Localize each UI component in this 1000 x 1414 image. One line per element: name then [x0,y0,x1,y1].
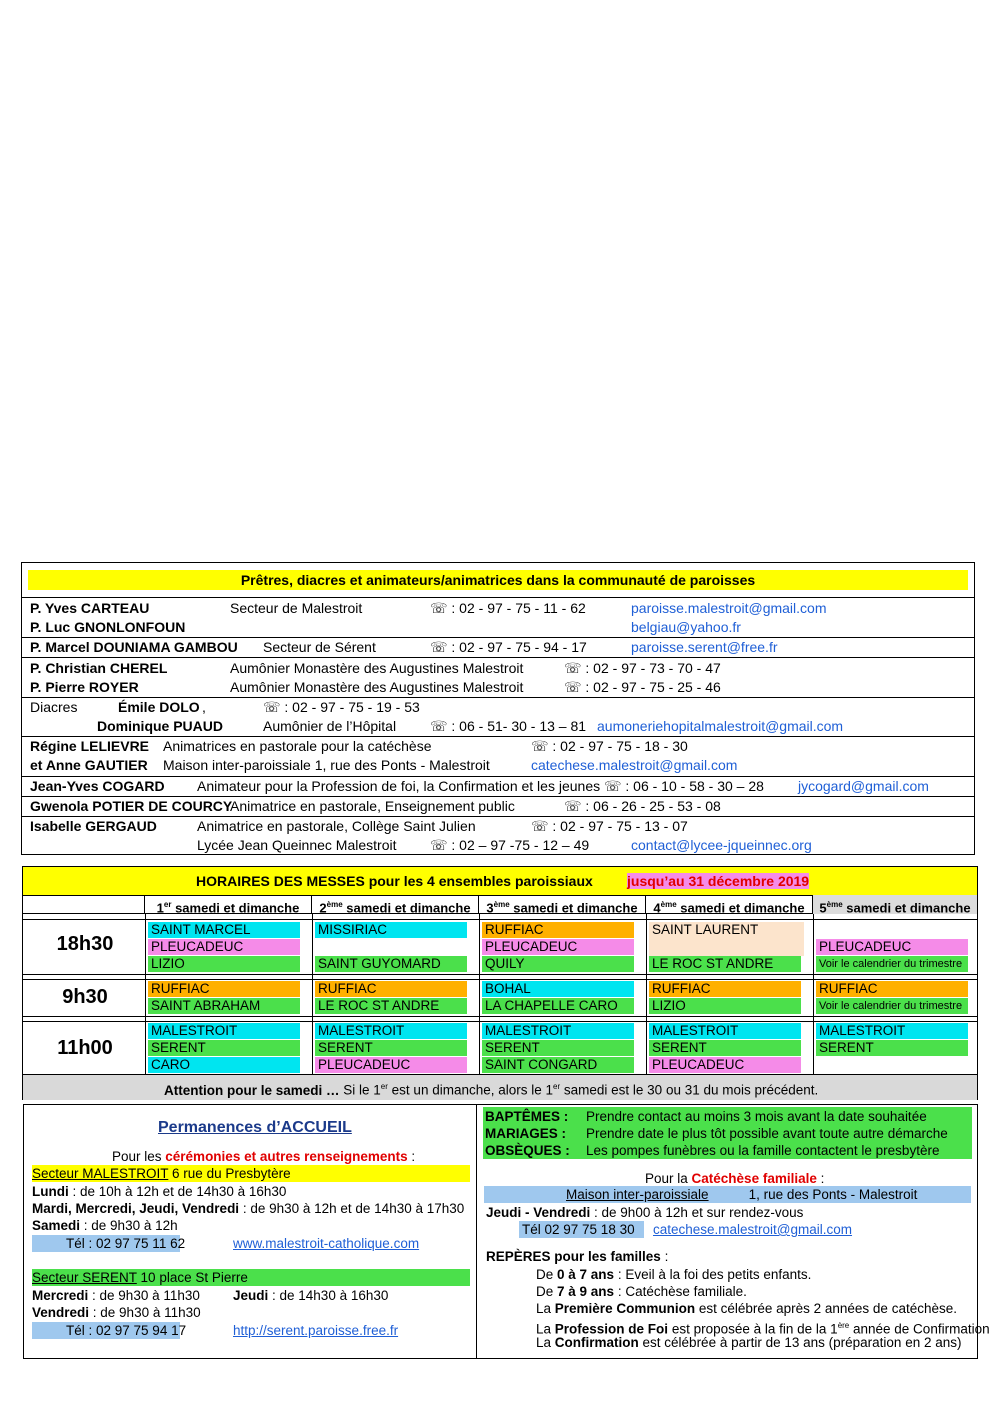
mass-cell: SAINT CONGARD [482,1057,634,1073]
contact-name: P. Yves CARTEAU [30,600,150,616]
contact-phone: ☏ : 02 - 97 - 75 - 13 - 07 [531,818,688,834]
mass-cell: MALESTROIT [649,1023,801,1039]
contact-phone: ☏ : 02 - 97 - 75 - 94 - 17 [430,639,587,655]
mass-title-bar [23,867,977,896]
mass-cell: LIZIO [649,998,801,1014]
mass-cell: MISSIRIAC [315,922,467,938]
maison-inter-paroissiale: Maison inter-paroissiale 1, rue des Ponts - Malestroit [484,1186,971,1203]
repere-line: De 0 à 7 ans : Eveil à la foi des petits enfants. [536,1267,812,1282]
contacts-title: Prêtres, diacres et animateurs/animatrices dans la communauté de paroisses [28,570,968,590]
mass-cell: MALESTROIT [816,1023,968,1039]
contact-role: Aumônier Monastère des Augustines Malestroit [230,660,524,676]
mass-cell: SAINT GUYOMARD [315,956,467,972]
contacts-box [21,562,975,855]
mass-cell: PLEUCADEUC [816,939,968,955]
header-week-5: 5ème samedi et dimanche [813,895,977,914]
contact-email-link[interactable]: jycogard@gmail.com [798,778,929,794]
mariage-label: MARIAGES : [485,1126,566,1141]
mass-cell: RUFFIAC [482,922,634,938]
contact-name: Isabelle GERGAUD [30,818,157,834]
contact-phone: ☏ : 02 - 97 - 75 - 18 - 30 [531,738,688,754]
header-week-4: 4ème samedi et dimanche [646,895,813,914]
contact-name: Dominique PUAUD [97,718,223,734]
mass-cell: SAINT MARCEL [148,922,300,938]
hours-samedi: Samedi : de 9h30 à 12h [32,1218,178,1233]
contact-name: Régine LELIEVRE [30,738,150,754]
mass-cell: SERENT [315,1040,467,1056]
contact-email-link[interactable]: paroisse.malestroit@gmail.com [631,600,827,616]
obseques-text: Les pompes funèbres ou la famille contactent le presbytère [586,1143,940,1158]
mass-cell: BOHAL [482,981,634,997]
time-11h00: 11h00 [57,1037,113,1059]
contact-email-link[interactable]: belgiau@yahoo.fr [631,619,741,635]
mass-title: HORAIRES DES MESSES pour les 4 ensembles paroissiaux [196,873,593,889]
mass-cell: RUFFIAC [148,981,300,997]
mass-cell: CARO [148,1057,300,1073]
repere-line: La Première Communion est célébrée après 2 années de catéchèse. [536,1301,957,1316]
tel-serent: Tél : 02 97 75 94 17 [32,1322,180,1339]
tel-catechese: Tél 02 97 75 18 30 [519,1221,644,1238]
mass-cell: PLEUCADEUC [148,939,300,955]
contact-phone: ☏ : 02 - 97 - 75 - 11 - 62 [430,600,586,616]
contact-name: et Anne GAUTIER [30,757,148,773]
contact-phone: ☏ : 02 – 97 -75 - 12 – 49 [430,837,590,853]
accueil-intro: Pour les cérémonies et autres renseignements : [112,1149,416,1164]
repere-line: De 7 à 9 ans : Catéchèse familiale. [536,1284,747,1299]
mass-schedule [22,866,978,1100]
bapteme-label: BAPTÊMES : [485,1109,569,1124]
mass-cell: SAINT ABRAHAM [148,998,300,1014]
hours-lundi: Lundi : de 10h à 12h et de 14h30 à 16h30 [32,1184,287,1199]
contact-role: Animatrice en pastorale, Collège Saint Julien [197,818,476,834]
mass-cell: LE ROC ST ANDRE [649,956,801,972]
contact-name: P. Marcel DOUNIAMA GAMBOU [30,639,238,655]
contact-role: Animatrices en pastorale pour la catéchèse [163,738,432,754]
bottom-section [23,1104,990,1359]
catechese-intro: Pour la Catéchèse familiale : [645,1171,825,1186]
mass-cell: SERENT [148,1040,300,1056]
email-catechese-link[interactable]: catechese.malestroit@gmail.com [653,1222,853,1237]
time-9h30: 9h30 [62,986,108,1008]
contact-name: P. Pierre ROYER [30,679,139,695]
contact-email-link[interactable]: aumoneriehopitalmalestroit@gmail.com [597,718,844,734]
mass-cell: RUFFIAC [649,981,801,997]
mass-cell: PLEUCADEUC [482,939,634,955]
contact-name: P. Luc GNONLONFOUN [30,619,186,635]
obseques-label: OBSÈQUES : [485,1143,570,1158]
contact-name: Jean-Yves COGARD [30,778,165,794]
contact-phone: ☏ : 02 - 97 - 73 - 70 - 47 [564,660,721,676]
header-week-3: 3ème samedi et dimanche [479,895,646,914]
contact-role: Aumônier Monastère des Augustines Malestroit [230,679,524,695]
contact-name: Gwenola POTIER DE COURCY [30,798,233,814]
mass-cell: RUFFIAC [816,981,968,997]
mass-cell: Voir le calendrier du trimestre [816,998,968,1014]
mass-cell: LIZIO [148,956,300,972]
mass-cell: SERENT [649,1040,801,1056]
contact-phone: ☏ : 02 - 97 - 75 - 25 - 46 [564,679,721,695]
mass-cell: Voir le calendrier du trimestre [816,956,968,972]
mass-cell: SERENT [482,1040,634,1056]
time-18h30: 18h30 [56,933,114,955]
accueil-title: Permanences d’ACCUEIL [158,1119,352,1136]
repere-line: La Confirmation est célébrée à partir de 13 ans (préparation en 2 ans) [536,1335,962,1350]
mass-cell: RUFFIAC [315,981,467,997]
contact-email-link[interactable]: catechese.malestroit@gmail.com [531,757,738,773]
bapteme-text: Prendre contact au moins 3 mois avant la date souhaitée [586,1109,927,1124]
hours-jeudi-vendredi: Jeudi - Vendredi : de 9h00 à 12h et sur rendez-vous [486,1205,804,1220]
header-empty [23,895,145,914]
contact-role: Aumônier de l’Hôpital [263,718,397,734]
website-malestroit-link[interactable]: www.malestroit-catholique.com [233,1236,420,1251]
contact-email-link[interactable]: contact@lycee-jqueinnec.org [631,837,812,853]
contact-name: Émile DOLO [118,699,200,715]
contact-phone: ☏ : 06 - 26 - 25 - 53 - 08 [564,798,721,814]
hours-vendredi: Vendredi : de 9h30 à 11h30 [32,1305,201,1320]
mass-cell: LE ROC ST ANDRE [315,998,467,1014]
contact-phone: ☏ : 06 - 51- 30 - 13 – 81 [430,718,587,734]
mass-cell: QUILY [482,956,634,972]
header-week-1: 1er samedi et dimanche [145,895,312,914]
hours-mercredi: Mercredi : de 9h30 à 11h30 [32,1288,200,1303]
contact-role: Lycée Jean Queinnec Malestroit [197,837,397,853]
malestroit-sector: Secteur MALESTROIT 6 rue du Presbytère [32,1165,470,1182]
contact-phone: ☏ : 02 - 97 - 75 - 19 - 53 [263,699,420,715]
header-week-2: 2ème samedi et dimanche [312,895,479,914]
comma: , [202,699,206,715]
serent-sector: Secteur SERENT 10 place St Pierre [32,1269,470,1286]
deacons-label: Diacres [30,699,78,715]
hours-jeudi: Jeudi : de 14h30 à 16h30 [233,1288,389,1303]
mass-cell: MALESTROIT [482,1023,634,1039]
mass-cell: PLEUCADEUC [315,1057,467,1073]
website-serent-link[interactable]: http://serent.paroisse.free.fr [233,1323,399,1338]
contact-role: Animateur pour la Profession de foi, la Confirmation et les jeunes ☏ : 06 - 10 - 58 - 30 – 28 [197,778,764,794]
mass-cell: MALESTROIT [315,1023,467,1039]
reperes-title: REPÈRES pour les familles : [486,1249,669,1264]
mass-until: jusqu’au 31 décembre 2019 [627,873,810,889]
contact-role: Maison inter-paroissiale 1, rue des Ponts - Malestroit [163,757,490,773]
contact-role: Secteur de Sérent [263,639,376,655]
attention-note: Attention pour le samedi … Si le 1er est un dimanche, alors le 1er samedi est le 30 ou 31 du mois précédent. [23,1074,977,1100]
contact-email-link[interactable]: paroisse.serent@free.fr [631,639,778,655]
mariage-text: Prendre date le plus tôt possible avant toute autre démarche [586,1126,948,1141]
mass-cell: PLEUCADEUC [649,1057,801,1073]
tel-malestroit: Tél : 02 97 75 11 62 [32,1235,180,1252]
mass-cell: MALESTROIT [148,1023,300,1039]
hours-mardi: Mardi, Mercredi, Jeudi, Vendredi : de 9h30 à 12h et de 14h30 à 17h30 [32,1201,465,1216]
repere-line: La Profession de Foi est proposée à la fin de la 1ère année de Confirmation [536,1321,990,1337]
contact-role: Animatrice en pastorale, Enseignement public [230,798,515,814]
mass-cell: LA CHAPELLE CARO [482,998,634,1014]
contact-name: P. Christian CHEREL [30,660,168,676]
mass-cell: SERENT [816,1040,968,1056]
mass-cell: SAINT LAURENT [649,922,804,956]
contact-role: Secteur de Malestroit [230,600,363,616]
